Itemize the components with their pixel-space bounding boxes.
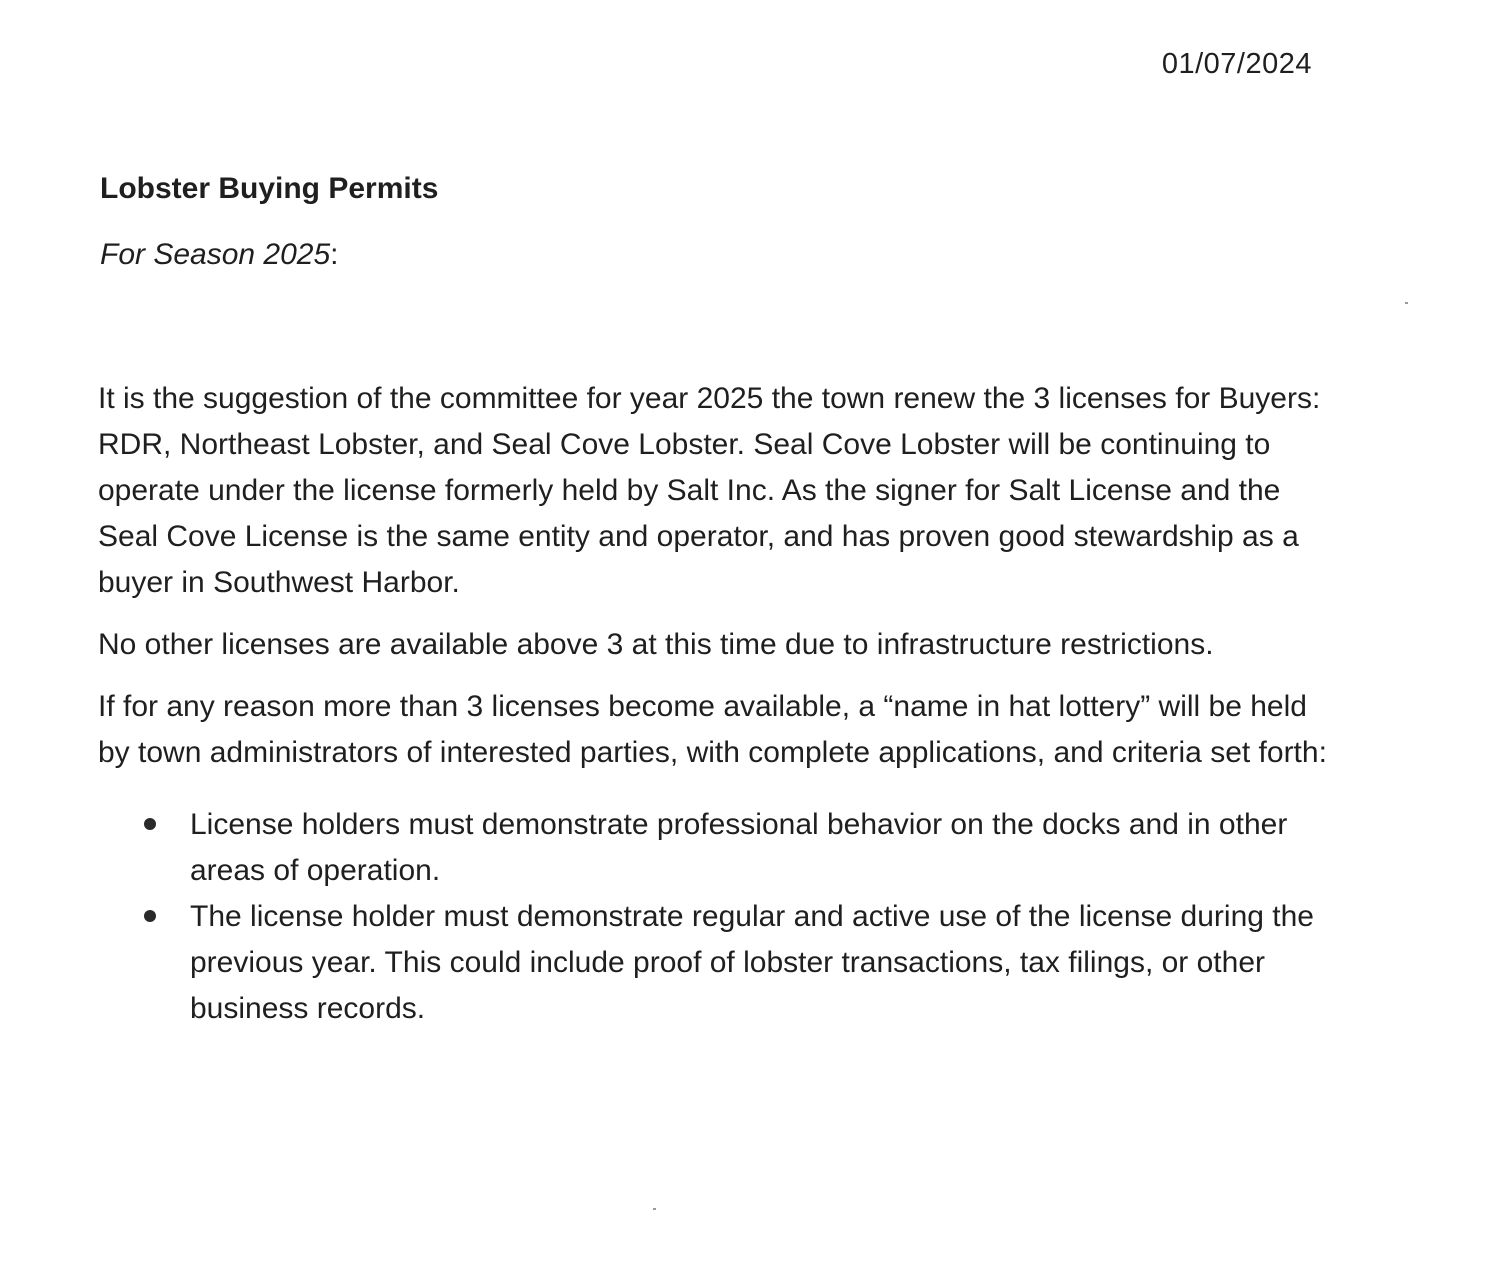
paragraph-lottery: If for any reason more than 3 licenses become available, a “name in hat lottery” will be held by town administrators of interested parties, with complete applications, and criteria set forth: xyxy=(98,690,1327,769)
bullet-icon xyxy=(144,818,156,830)
paragraph-suggestion: It is the suggestion of the committee for year 2025 the town renew the 3 licenses for Buyers: RDR, Northeast Lobster, and Seal Cove Lobster. Seal Cove Lobster will be continuing to operate under the license formerly held by Salt Inc. As the signer for Salt License and the Seal Cove License is the same entity and operator, and has proven good stewardship as a buyer in Southwest Harbor. xyxy=(98,382,1321,599)
criteria-item xyxy=(98,894,1328,1032)
document-body xyxy=(98,376,1328,1032)
criteria-item xyxy=(98,802,1328,894)
bullet-icon xyxy=(144,910,156,922)
scan-speck xyxy=(1405,302,1408,304)
criteria-item-text: License holders must demonstrate professional behavior on the docks and in other areas of operation. xyxy=(190,808,1288,887)
scan-speck xyxy=(653,1208,656,1210)
subtitle-colon: : xyxy=(330,238,339,271)
paragraph-availability: No other licenses are available above 3 at this time due to infrastructure restrictions. xyxy=(98,628,1214,661)
subtitle-text: For Season 2025 xyxy=(100,238,331,271)
criteria-list xyxy=(98,802,1328,1032)
document-date: 01/07/2024 xyxy=(1161,48,1312,80)
document-title: Lobster Buying Permits xyxy=(100,172,439,205)
document-subtitle xyxy=(100,238,339,272)
criteria-item-text: The license holder must demonstrate regular and active use of the license during the previous year. This could include proof of lobster transactions, tax filings, or other business records. xyxy=(190,900,1314,1025)
